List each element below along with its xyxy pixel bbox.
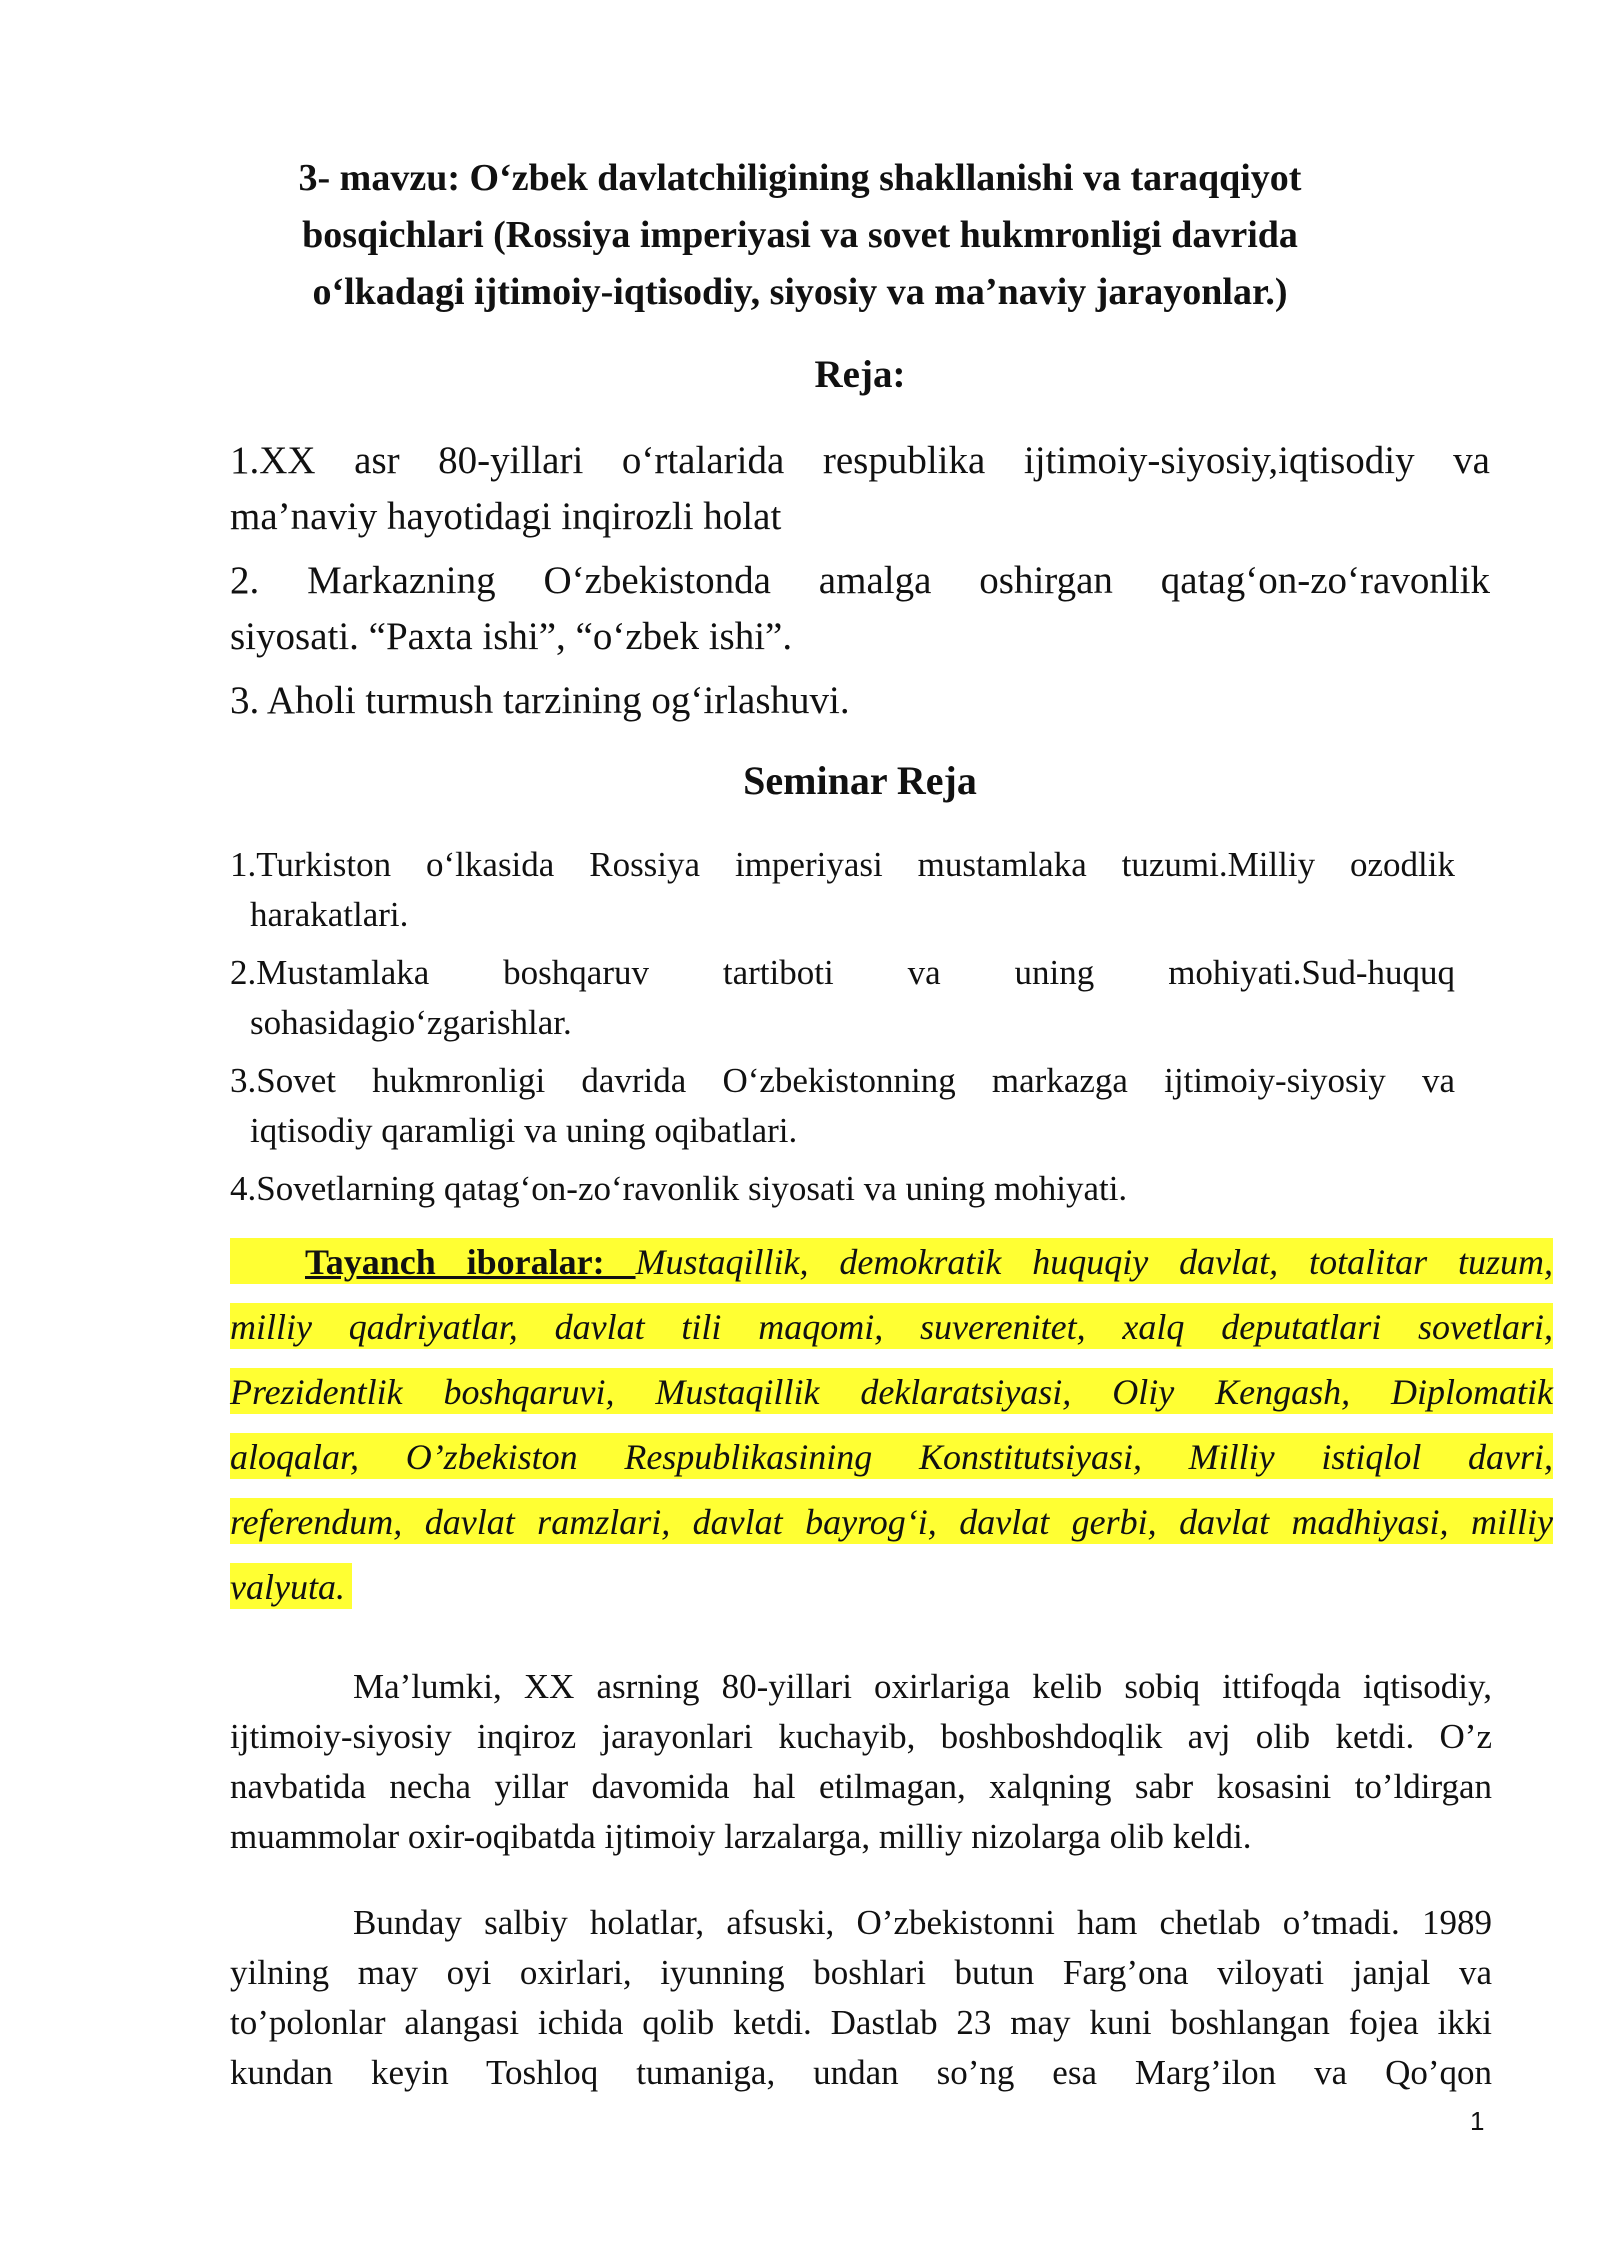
paragraph-line: yilning may oyi oxirlari, iyunning boshlari butun Farg’ona viloyati janjal va [230, 1953, 1492, 1992]
page-title [200, 150, 1400, 321]
seminar-item [230, 1164, 1455, 1214]
plan-item [230, 433, 1490, 545]
keywords-text: aloqalar, O’zbekiston Respublikasining Konstitutsiyasi, Milliy istiqlol davri, [230, 1437, 1553, 1477]
seminar-item [230, 840, 1455, 940]
keywords-line [230, 1490, 1553, 1555]
plan-item-line: siyosati. “Paxta ishi”, “o‘zbek ishi”. [230, 615, 793, 658]
paragraph-line: ijtimoiy-siyosiy inqiroz jarayonlari kuchayib, boshboshdoqlik avj olib ketdi. O’z [230, 1717, 1492, 1756]
title-line: bosqichlari (Rossiya imperiyasi va sovet hukmronligi davrida [302, 214, 1298, 256]
paragraph-line: Ma’lumki, XX asrning 80-yillari oxirlariga kelib sobiq ittifoqda iqtisodiy, [353, 1667, 1492, 1706]
plan-item-line: ma’naviy hayotidagi inqirozli holat [230, 495, 782, 538]
keywords-line [230, 1230, 1553, 1295]
paragraph-line: Bunday salbiy holatlar, afsuski, O’zbekistonni ham chetlab o’tmadi. 1989 [353, 1903, 1492, 1942]
paragraph-line: to’polonlar alangasi ichida qolib ketdi. Dastlab 23 may kuni boshlangan fojea ikki [230, 2003, 1492, 2042]
seminar-item [230, 948, 1455, 1048]
seminar-item-line: 4.Sovetlarning qatag‘on-zo‘ravonlik siyosati va uning mohiyati. [230, 1169, 1128, 1208]
plan-heading: Reja: [814, 353, 906, 396]
keywords-text: referendum, davlat ramzlari, davlat bayrog‘i, davlat gerbi, davlat madhiyasi, milliy [230, 1502, 1553, 1542]
keywords-text: valyuta. [230, 1567, 345, 1607]
seminar-heading: Seminar Reja [743, 758, 977, 803]
body-paragraph [230, 1898, 1492, 2098]
keywords-text: Prezidentlik boshqaruvi, Mustaqillik deklaratsiyasi, Oliy Kengash, Diplomatik [230, 1372, 1553, 1412]
seminar-list [230, 840, 1455, 1222]
seminar-item-line: 3.Sovet hukmronligi davrida O‘zbekistonning markazga ijtimoiy-siyosiy va [230, 1061, 1455, 1100]
plan-item-line: 2. Markazning O‘zbekistonda amalga oshirgan qatag‘on-zo‘ravonlik [230, 559, 1490, 602]
seminar-item-line: 2.Mustamlaka boshqaruv tartiboti va uning mohiyati.Sud-huquq [230, 953, 1455, 992]
keywords-label: Tayanch iboralar: [305, 1242, 636, 1282]
seminar-item-line: iqtisodiy qaramligi va uning oqibatlari. [250, 1111, 798, 1150]
seminar-item-line: 1.Turkiston o‘lkasida Rossiya imperiyasi mustamlaka tuzumi.Milliy ozodlik [230, 845, 1455, 884]
plan-list [230, 433, 1490, 737]
keywords-text: milliy qadriyatlar, davlat tili maqomi, suverenitet, xalq deputatlari sovetlari, [230, 1307, 1553, 1347]
keywords-line [230, 1425, 1553, 1490]
plan-item [230, 673, 1490, 729]
paragraph-line: kundan keyin Toshloq tumaniga, undan so’ng esa Marg’ilon va Qo’qon [230, 2053, 1492, 2092]
plan-item-line: 1.XX asr 80-yillari o‘rtalarida respublika ijtimoiy-siyosiy,iqtisodiy va [230, 439, 1490, 482]
body-paragraph [230, 1662, 1492, 1862]
page-number: 1 [1470, 2106, 1485, 2136]
keywords-line [230, 1555, 1553, 1620]
plan-item-line: 3. Aholi turmush tarzining og‘irlashuvi. [230, 679, 850, 722]
plan-item [230, 553, 1490, 665]
keywords-text: Mustaqillik, demokratik huquqiy davlat, totalitar tuzum, [635, 1242, 1553, 1282]
paragraph-line: muammolar oxir-oqibatda ijtimoiy larzalarga, milliy nizolarga olib keldi. [230, 1817, 1252, 1856]
keywords-line [230, 1360, 1553, 1425]
keywords-line [230, 1295, 1553, 1360]
seminar-item-line: harakatlari. [250, 895, 409, 934]
title-line: 3- mavzu: O‘zbek davlatchiligining shakllanishi va taraqqiyot [298, 157, 1302, 199]
keywords-block [230, 1230, 1553, 1620]
seminar-item-line: sohasidagio‘zgarishlar. [250, 1003, 572, 1042]
title-line: o‘lkadagi ijtimoiy-iqtisodiy, siyosiy va ma’naviy jarayonlar.) [312, 271, 1288, 313]
seminar-item [230, 1056, 1455, 1156]
paragraph-line: navbatida necha yillar davomida hal etilmagan, xalqning sabr kosasini to’ldirgan [230, 1767, 1492, 1806]
